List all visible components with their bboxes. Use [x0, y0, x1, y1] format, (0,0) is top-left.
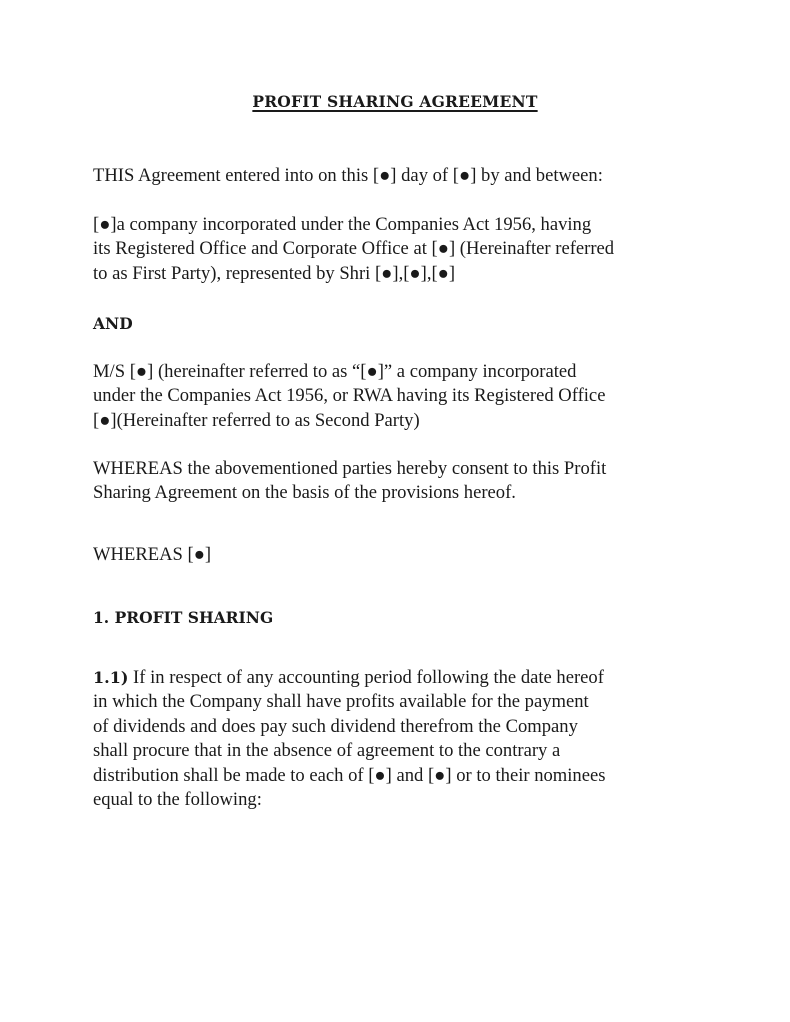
document-title-text: PROFIT SHARING AGREEMENT — [252, 92, 538, 111]
whereas-line: WHEREAS the abovementioned parties hereby consent to this Profit — [93, 458, 607, 479]
clause-1-1-paragraph — [93, 666, 703, 812]
first-party-line: to as First Party), represented by Shri [●],[●],[●] — [93, 262, 456, 284]
second-party-line: [●](Hereinafter referred to as Second Party) — [93, 409, 420, 431]
clause-line: distribution shall be made to each of [●] and [●] or to their nominees — [93, 764, 606, 786]
whereas-line: WHEREAS [●] — [93, 544, 212, 565]
whereas-line: Sharing Agreement on the basis of the provisions hereof. — [93, 482, 516, 504]
clause-line: shall procure that in the absence of agreement to the contrary a — [93, 740, 561, 762]
second-party-paragraph — [93, 360, 703, 433]
whereas-paragraph-1 — [93, 457, 703, 506]
clause-line: equal to the following: — [93, 789, 262, 811]
clause-line — [93, 666, 703, 690]
and-label: AND — [93, 314, 133, 333]
clause-line: in which the Company shall have profits available for the payment — [93, 691, 589, 713]
document-title — [0, 92, 790, 111]
first-party-line: its Registered Office and Corporate Office at [●] (Hereinafter referred — [93, 238, 615, 260]
first-party-paragraph — [93, 213, 703, 286]
intro-line: THIS Agreement entered into on this [●] day of [●] by and between: — [93, 165, 603, 186]
section-1-heading: 1. PROFIT SHARING — [93, 608, 274, 627]
second-party-line: M/S [●] (hereinafter referred to as “[●]” a company incorporated — [93, 361, 577, 382]
clause-text: If in respect of any accounting period following the date hereof — [128, 667, 604, 688]
second-party-line: under the Companies Act 1956, or RWA having its Registered Office — [93, 385, 606, 407]
first-party-line: [●]a company incorporated under the Companies Act 1956, having — [93, 214, 592, 235]
whereas-paragraph-2 — [93, 543, 703, 567]
intro-paragraph — [93, 164, 703, 188]
clause-line: of dividends and does pay such dividend therefrom the Company — [93, 715, 578, 737]
clause-number: 1.1) — [93, 668, 129, 687]
